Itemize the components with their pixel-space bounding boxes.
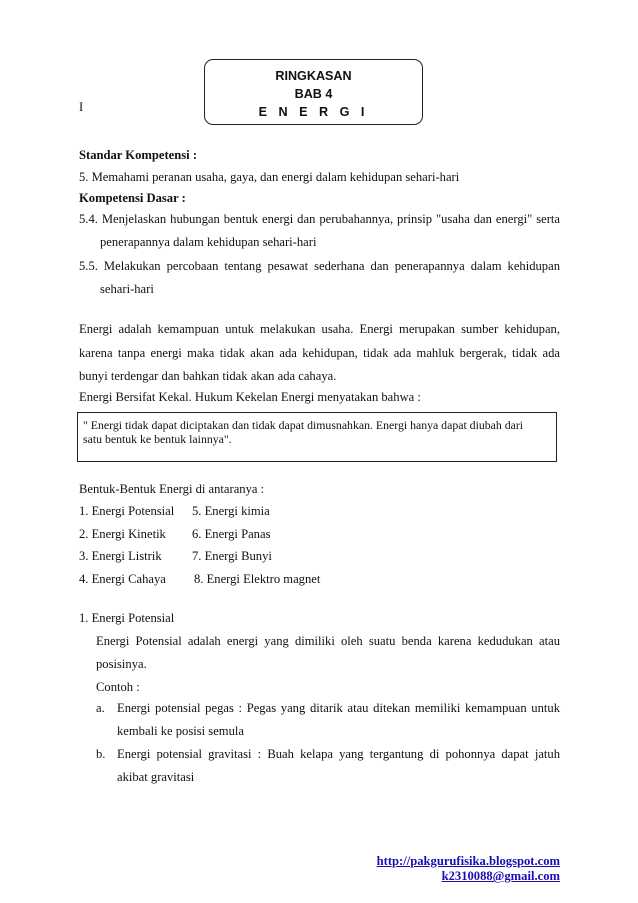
title-energi: E N E R G I	[258, 105, 369, 119]
footer-email-link[interactable]: k2310088@gmail.com	[441, 869, 560, 883]
kompetensi-heading: Kompetensi Dasar :	[79, 191, 186, 205]
kompetensi-item1-line1: 5.4. Menjelaskan hubungan bentuk energi dan perubahannya, prinsip "usaha dan energi" serta	[79, 212, 560, 226]
potensial-def-line2: posisinya.	[96, 657, 147, 671]
law-quote-box	[77, 412, 557, 462]
title-bab: BAB 4	[294, 87, 333, 101]
example-b-label: b.	[96, 747, 106, 761]
example-a-line1: Energi potensial pegas : Pegas yang ditarik atau ditekan memiliki kemampuan untuk	[117, 701, 560, 715]
example-a-label: a.	[96, 701, 105, 715]
example-b-line1: Energi potensial gravitasi : Buah kelapa yang tergantung di pohonnya dapat jatuh	[117, 747, 560, 761]
form-item-2: 2. Energi Kinetik	[79, 527, 166, 541]
form-item-7: 7. Energi Bunyi	[192, 549, 272, 563]
quote-line2: satu bentuk ke bentuk lainnya".	[83, 432, 232, 446]
left-margin-mark: I	[79, 100, 84, 114]
footer-blog-link[interactable]: http://pakgurufisika.blogspot.com	[376, 854, 560, 868]
intro-line1: Energi adalah kemampuan untuk melakukan usaha. Energi merupakan sumber kehidupan,	[79, 322, 560, 336]
kompetensi-item1-line2: penerapannya dalam kehidupan sehari-hari	[100, 235, 317, 249]
quote-line1: " Energi tidak dapat diciptakan dan tidak dapat dimusnahkan. Energi hanya dapat diubah dari	[83, 418, 524, 432]
potensial-heading: 1. Energi Potensial	[79, 611, 175, 625]
contoh-label: Contoh :	[96, 680, 140, 694]
form-item-4: 4. Energi Cahaya	[79, 572, 166, 586]
example-b-line2: akibat gravitasi	[117, 770, 195, 784]
kompetensi-item2-line2: sehari-hari	[100, 282, 154, 296]
intro-line4: Energi Bersifat Kekal. Hukum Kekelan Energi menyatakan bahwa :	[79, 390, 421, 404]
form-item-6: 6. Energi Panas	[192, 527, 271, 541]
standar-heading: Standar Kompetensi :	[79, 148, 198, 162]
form-item-1: 1. Energi Potensial	[79, 504, 175, 518]
chapter-title-box	[204, 59, 423, 125]
forms-heading: Bentuk-Bentuk Energi di antaranya :	[79, 482, 265, 496]
form-item-5: 5. Energi kimia	[192, 504, 270, 518]
intro-line2: karena tanpa energi maka tidak akan ada kehidupan, tidak ada mahluk bergerak, tidak ada	[79, 346, 560, 360]
potensial-def-line1: Energi Potensial adalah energi yang dimiliki oleh suatu benda karena kedudukan atau	[96, 634, 560, 648]
intro-line3: bunyi terdengar dan bahkan tidak akan ada cahaya.	[79, 369, 337, 383]
form-item-8: 8. Energi Elektro magnet	[194, 572, 321, 586]
form-item-3: 3. Energi Listrik	[79, 549, 162, 563]
standar-item: 5. Memahami peranan usaha, gaya, dan energi dalam kehidupan sehari-hari	[79, 170, 460, 184]
title-ringkasan: RINGKASAN	[275, 69, 352, 83]
example-a-line2: kembali ke posisi semula	[117, 724, 244, 738]
kompetensi-item2-line1: 5.5. Melakukan percobaan tentang pesawat sederhana dan penerapannya dalam kehidupan	[79, 259, 560, 273]
